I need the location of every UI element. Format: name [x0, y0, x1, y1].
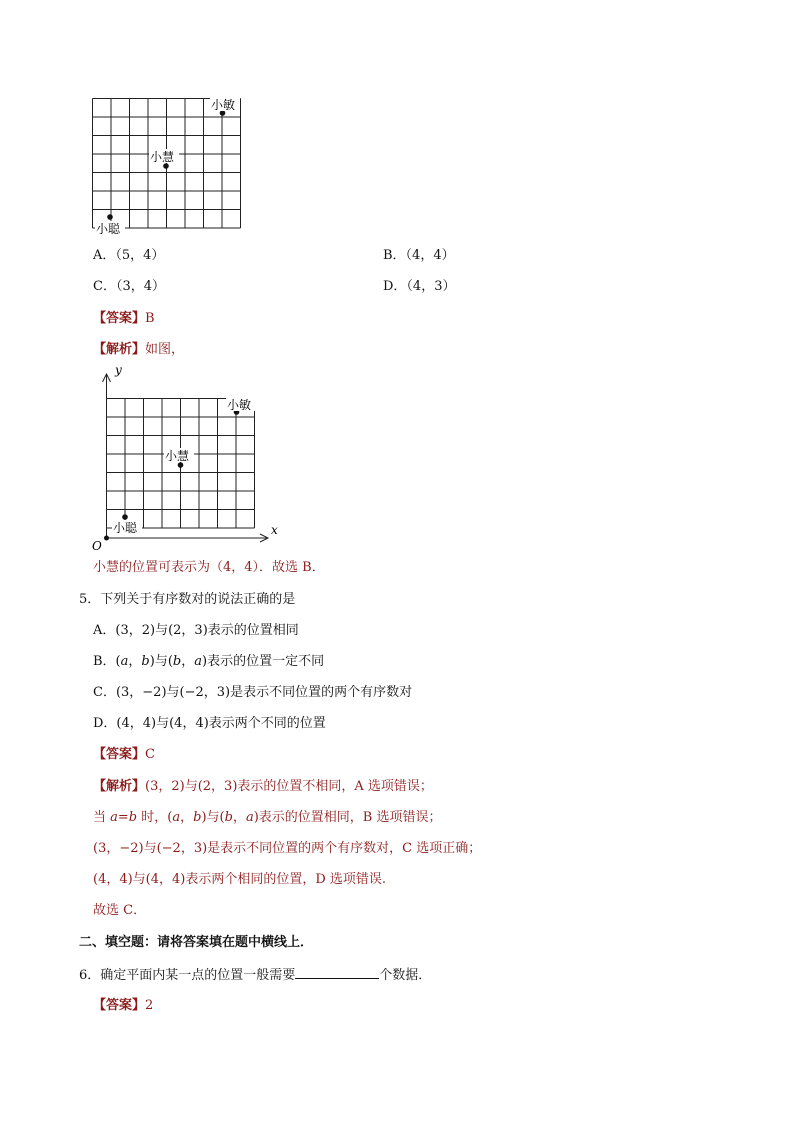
origin-point [104, 536, 109, 541]
var-a: a [120, 654, 129, 669]
q5-answer [93, 746, 155, 764]
var-b: b [224, 810, 233, 825]
q5-option-a: A．(3，2)与(2，3)表示的位置相同 [93, 623, 299, 638]
x-axis-label: x [271, 523, 278, 537]
label-xiaohui-2: 小慧 [165, 449, 190, 463]
point-xiaocong [107, 214, 113, 220]
text: 6．确定平面内某一点的位置一般需要 [79, 968, 296, 983]
option-d: D．（4，3） [383, 279, 456, 294]
text: ， [232, 810, 246, 825]
q4-answer [93, 310, 155, 328]
point-xiaohui [163, 163, 169, 169]
q5-stem: 5．下列关于有序数对的说法正确的是 [79, 592, 296, 607]
y-axis-label: y [115, 363, 122, 377]
answer-tag: 【答案】 [93, 747, 146, 762]
var-b: b [172, 654, 182, 669]
label-xiaomin-2: 小敏 [227, 398, 252, 412]
text: (3，2)与(2，3)表示的位置不相同，A 选项错误； [145, 779, 433, 794]
text: )与( [201, 810, 225, 825]
text: B．( [93, 654, 121, 669]
point-xiaohui-2 [178, 462, 184, 468]
q5-analysis-line4: (4，4)与(4，4)表示两个相同的位置，D 选项错误. [93, 872, 387, 887]
text: 个数据． [379, 968, 432, 983]
var-a: a [172, 810, 181, 825]
text: 时，( [137, 810, 173, 825]
label-xiaohui: 小慧 [150, 150, 175, 164]
var-b: b [141, 654, 150, 669]
answer-value: C [145, 747, 155, 762]
answer-blank[interactable] [295, 965, 379, 979]
answer-value: 2 [145, 998, 154, 1013]
q5-analysis-line3: (3，−2)与(−2，3)是表示不同位置的两个有序数对，C 选项正确； [93, 841, 482, 856]
grid-figure-2 [88, 360, 288, 555]
analysis-tag: 【解析】 [93, 779, 146, 794]
analysis-tag: 【解析】 [93, 342, 146, 357]
text: 当 [93, 810, 111, 825]
q5-option-c: C．(3，−2)与(−2，3)是表示不同位置的两个有序数对 [93, 685, 413, 700]
point-xiaocong-2 [122, 514, 128, 520]
var-a: a [194, 654, 203, 669]
q5-option-d: D．(4，4)与(4，4)表示两个不同的位置 [93, 716, 326, 731]
q4-conclusion: 小慧的位置可表示为（4，4）．故选 B． [93, 560, 325, 575]
origin-label: O [92, 539, 102, 553]
label-xiaocong-2: 小聪 [113, 521, 138, 535]
answer-value: B [145, 311, 155, 326]
text: )与( [149, 654, 173, 669]
q6-answer [93, 997, 153, 1015]
analysis-intro: 如图， [145, 342, 185, 357]
q6-stem [79, 965, 431, 985]
option-b: B．（4，4） [383, 248, 455, 263]
q5-option-b [93, 653, 324, 671]
text: ， [128, 654, 142, 669]
q4-analysis [93, 341, 184, 359]
q5-analysis-line5: 故选 C． [93, 903, 147, 918]
text: )表示的位置一定不同 [202, 654, 325, 669]
answer-tag: 【答案】 [93, 311, 146, 326]
text: ， [181, 654, 195, 669]
var-b: b [193, 810, 202, 825]
option-c: C．（3，4） [93, 279, 165, 294]
grid-figure-1 [85, 92, 255, 242]
var-a: a [245, 810, 254, 825]
answer-tag: 【答案】 [93, 998, 146, 1013]
text: ， [180, 810, 194, 825]
q5-analysis-line1 [93, 778, 433, 796]
var-a-eq-b: a=b [110, 810, 138, 825]
q5-analysis-line2 [93, 809, 441, 827]
text: )表示的位置相同，B 选项错误； [253, 810, 442, 825]
section-2-heading: 二、填空题：请将答案填在题中横线上． [79, 935, 314, 950]
option-a: A．（5，4） [93, 248, 165, 263]
label-xiaocong: 小聪 [96, 222, 121, 236]
label-xiaomin: 小敏 [211, 98, 236, 112]
